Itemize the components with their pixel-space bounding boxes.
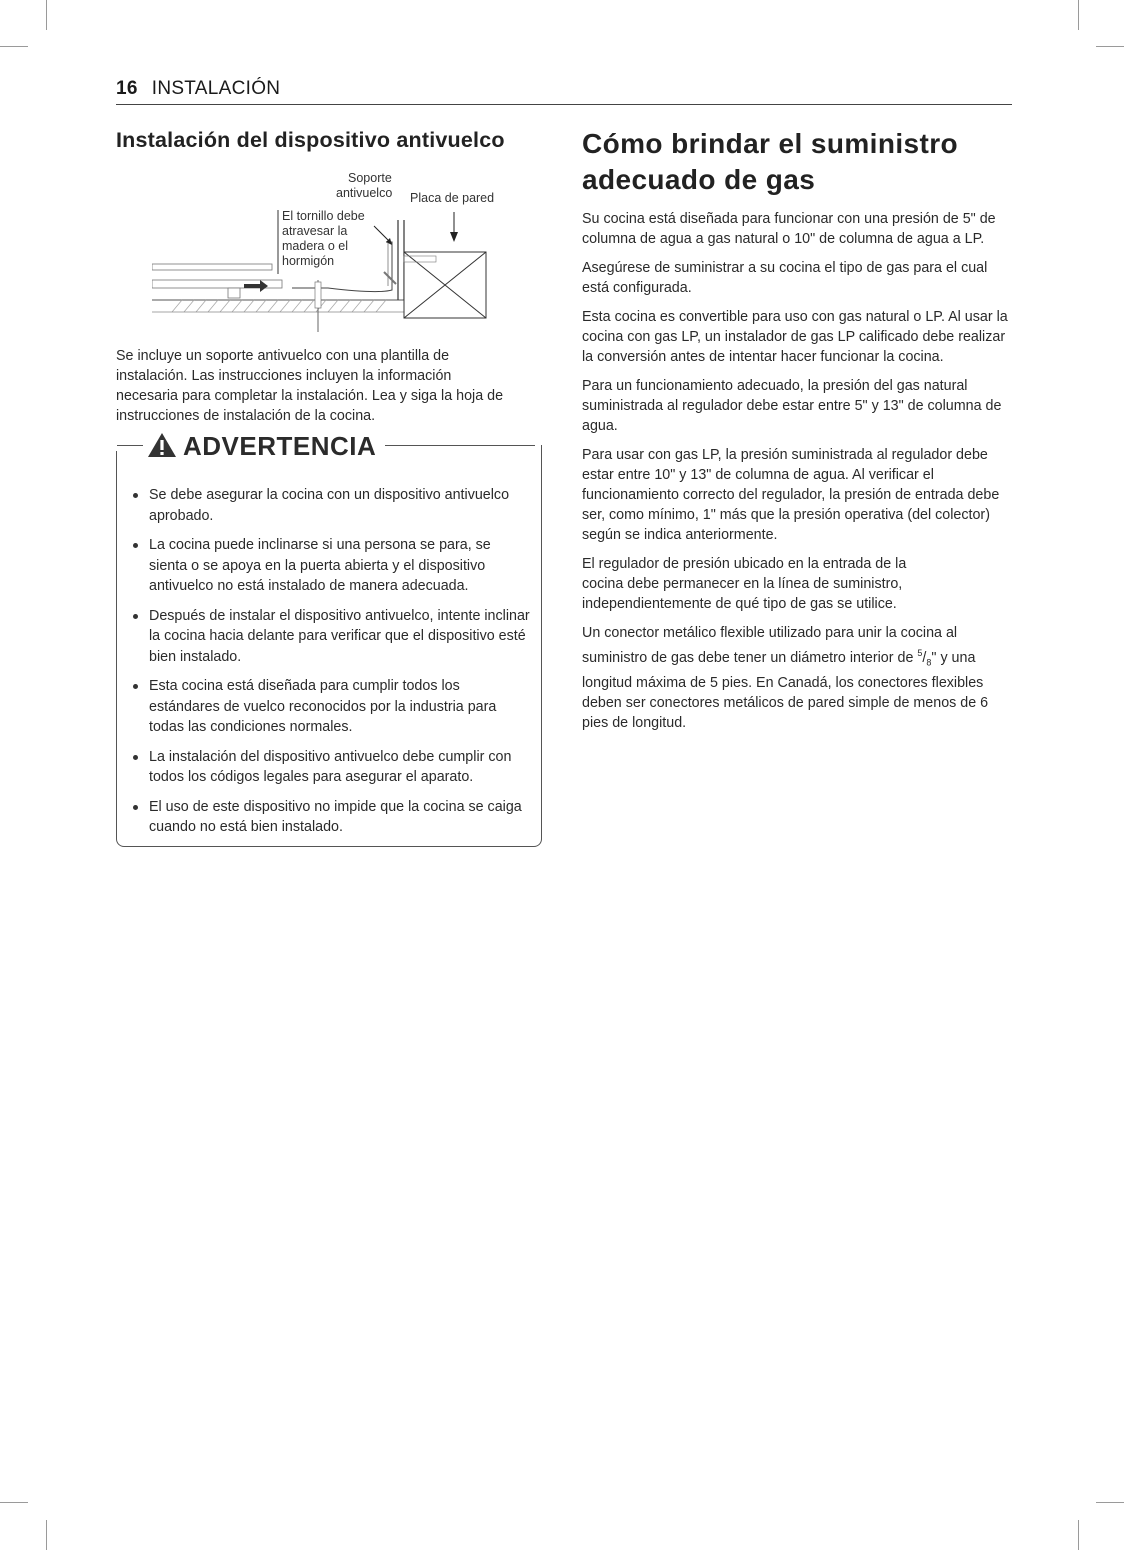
- crop-mark: [1078, 0, 1079, 30]
- left-column: [116, 126, 546, 835]
- section-title: INSTALACIÓN: [151, 78, 281, 99]
- warning-title: [143, 431, 382, 461]
- gas-paragraph: El regulador de presión ubicado en la entrada de la cocina debe permanecer en la línea de suministro, independientemente de qué tipo de gas se utilice.: [582, 556, 907, 612]
- warning-side-right: [541, 445, 542, 455]
- label-tornillo-2: atravesar la: [282, 224, 348, 238]
- gas-paragraph: Para un funcionamiento adecuado, la presión del gas natural suministrada al regulador debe estar entre 5" y 13" de columna de agua.: [582, 378, 1002, 434]
- right-column: [582, 126, 1014, 731]
- warning-item: Después de instalar el dispositivo antivuelco, intente inclinar la cocina hacia delante para verificar que el dispositivo esté bien instalado.: [131, 606, 531, 668]
- crop-mark: [1096, 1502, 1124, 1503]
- warning-item: Esta cocina está diseñada para cumplir todos los estándares de vuelco reconocidos por la industria para todas las condiciones normales.: [131, 676, 531, 738]
- warning-title-text: ADVERTENCIA: [183, 431, 377, 461]
- gas-paragraph-connector: [582, 623, 1014, 733]
- warning-triangle-icon: [147, 432, 177, 458]
- label-tornillo-1: El tornillo debe: [282, 209, 365, 223]
- gas-supply-title: Cómo brindar el suministro adecuado de gas: [582, 128, 958, 195]
- warning-list: [131, 485, 531, 847]
- warning-item: La instalación del dispositivo antivuelco debe cumplir con todos los códigos legales para asegurar el aparato.: [131, 747, 531, 788]
- antitip-title: Instalación del dispositivo antivuelco: [116, 128, 505, 152]
- warning-rule-right: [385, 445, 535, 446]
- gas-supply-body: [582, 209, 1014, 742]
- crop-mark: [0, 1502, 28, 1503]
- page-number: 16: [116, 78, 138, 99]
- warning-box: [116, 431, 542, 847]
- label-placa-de-pared: Placa de pared: [410, 191, 495, 205]
- warning-header: [115, 431, 545, 461]
- antitip-diagram-figure: [152, 170, 552, 350]
- antitip-intro: Se incluye un soporte antivuelco con una plantilla de instalación. Las instrucciones incluyen la información necesaria para completar la instalación. Lea y siga la hoja de instrucciones de instalación de la cocina.: [116, 348, 504, 424]
- connector-text-after: " y una longitud máxima de 5 pies. En Canadá, los conectores flexibles deben ser conectores metálicos de pared simple de menos de 6 pies de longitud.: [582, 649, 989, 731]
- crop-mark: [46, 0, 47, 30]
- crop-mark: [0, 46, 28, 47]
- antitip-intro-block: [116, 346, 512, 435]
- gas-paragraph: Asegúrese de suministrar a su cocina el tipo de gas para el cual está configurada.: [582, 260, 988, 296]
- warning-item: Se debe asegurar la cocina con un dispositivo antivuelco aprobado.: [131, 485, 531, 526]
- gas-paragraph: Esta cocina es convertible para uso con gas natural o LP. Al usar la cocina con gas LP, un instalador de gas LP calificado debe realizar la conversión antes de intentar hacer funcionar la cocina.: [582, 309, 1008, 365]
- crop-mark: [1078, 1520, 1079, 1550]
- label-tornillo-3: madera o el: [282, 239, 349, 253]
- label-soporte: Soporte: [348, 171, 392, 185]
- crop-mark: [46, 1520, 47, 1550]
- connector-text-before: Un conector metálico flexible utilizado para unir la cocina al suministro de gas debe tener un diámetro interior de: [582, 625, 958, 666]
- fraction-numerator: 5: [917, 648, 923, 658]
- antitip-diagram: [152, 170, 552, 350]
- warning-item: El uso de este dispositivo no impide que la cocina se caiga cuando no está bien instalado.: [131, 797, 531, 838]
- gas-paragraph: Para usar con gas LP, la presión suministrada al regulador debe estar entre 10" y 13" de columna de agua. Al verificar el funcionamiento correcto del regulador, la presión de entrada debe ser, como mínimo, 1" más que la presión operativa (del colector) según se indica anteriormente.: [582, 447, 1000, 543]
- crop-mark: [1096, 46, 1124, 47]
- fraction-denominator: 8: [926, 657, 932, 668]
- fraction-slash: /: [922, 649, 927, 666]
- gas-paragraph: Su cocina está diseñada para funcionar con una presión de 5" de columna de agua a gas natural o 10" de columna de agua a LP.: [582, 211, 996, 247]
- label-tornillo-4: hormigón: [282, 254, 335, 268]
- label-antivuelco: antivuelco: [336, 186, 393, 200]
- page-header: [116, 78, 1012, 105]
- warning-item: La cocina puede inclinarse si una persona se para, se sienta o se apoya en la puerta abierta y el dispositivo antivuelco no está instalado de manera adecuada.: [131, 535, 531, 597]
